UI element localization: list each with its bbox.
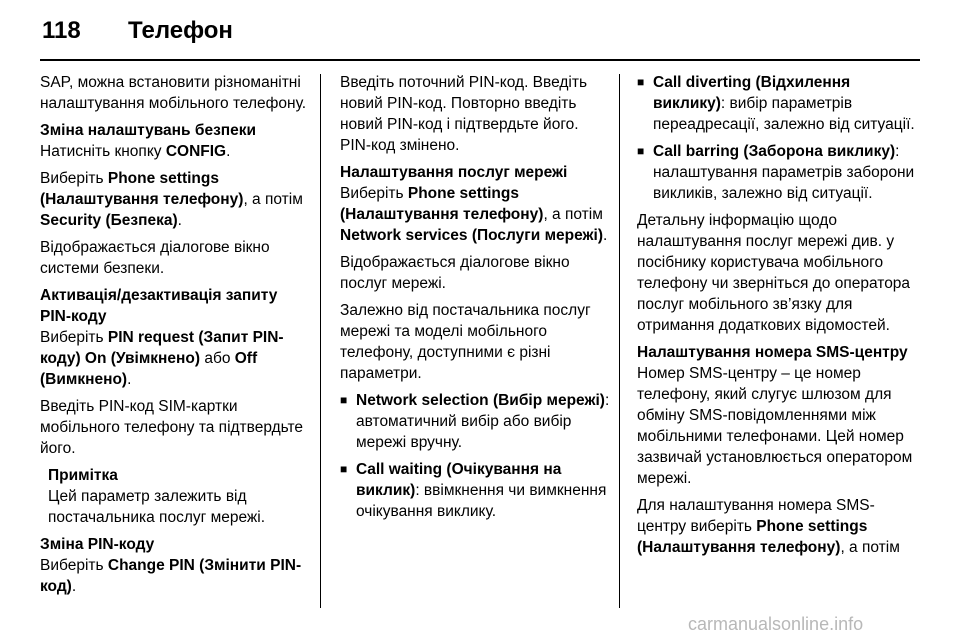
note-text: Цей параметр залежить від постачальника послуг мережі. <box>48 488 266 526</box>
paragraph <box>40 141 312 162</box>
text: : ввімкнення чи вимкнення очікування виклику. <box>356 482 607 520</box>
menu-ref: Phone settings (Налаштування телефону) <box>40 170 244 208</box>
text: : вибір параметрів переадресації, залежно від ситуації. <box>653 95 915 133</box>
paragraph <box>40 327 312 390</box>
menu-ref: Network selection (Вибір мережі) <box>356 392 605 409</box>
config-button-ref: CONFIG <box>165 143 227 160</box>
column-3 <box>637 72 917 564</box>
text: , а потім <box>243 191 303 208</box>
menu-ref: PIN request (Запит PIN-коду) On (Увімкнено) <box>40 329 284 367</box>
menu-ref: Off (Вимкнено) <box>40 350 258 388</box>
text: Виберіть <box>40 170 108 187</box>
section-heading-network-services: Налаштування послуг мережі <box>340 164 568 181</box>
text: Виберіть <box>40 557 108 574</box>
menu-ref: Call diverting (Відхилення виклику) <box>653 74 851 112</box>
text: . <box>71 578 77 595</box>
page-header <box>0 0 960 60</box>
text: , а потім <box>840 539 900 556</box>
paragraph <box>40 555 312 597</box>
bullet-item <box>637 141 917 204</box>
text: Натисніть кнопку <box>40 143 166 160</box>
section-heading-sms-center: Налаштування номера SMS-центру <box>637 344 908 361</box>
watermark: carmanualsonline.info <box>688 614 864 634</box>
bullet-item <box>340 459 610 522</box>
text: . <box>226 143 231 160</box>
text: , а потім <box>543 206 603 223</box>
section-heading-pin-request: Активація/дезактивація запиту PIN-коду <box>40 287 278 325</box>
text: . <box>177 212 182 229</box>
text: . <box>127 371 132 388</box>
column-2 <box>340 72 610 528</box>
menu-ref: Phone settings (Налаштування телефону) <box>340 185 544 223</box>
note-block <box>40 465 312 528</box>
section-heading-security: Зміна налаштувань безпеки <box>40 122 257 139</box>
menu-ref: Security (Безпека) <box>40 212 178 229</box>
text: . <box>603 227 608 244</box>
page-title: Телефон <box>128 17 233 44</box>
text: Виберіть <box>40 329 108 346</box>
menu-ref: Call barring (Заборона виклику) <box>653 143 896 160</box>
section-heading-change-pin: Зміна PIN-коду <box>40 536 155 553</box>
paragraph: Відображається діалогове вікно системи безпеки. <box>40 239 270 277</box>
paragraph: Детальну інформацію щодо налаштування послуг мережі див. у посібнику користувача мобільного телефону чи зверніться до оператора послуг мобільного зв’язку для отримання додаткових відомостей. <box>637 212 911 334</box>
page-number: 118 <box>42 17 81 44</box>
menu-ref: Change PIN (Змінити PIN-код) <box>40 557 302 595</box>
text: Для налаштування номера SMS-центру виберіть <box>637 497 875 535</box>
column-1 <box>40 72 312 603</box>
bullet-item <box>340 390 610 453</box>
note-title: Примітка <box>48 467 118 484</box>
paragraph: Відображається діалогове вікно послуг мережі. <box>340 254 570 292</box>
text: : налаштування параметрів заборони викликів, залежно від ситуації. <box>653 143 915 202</box>
bullet-item <box>637 72 917 135</box>
text: : автоматичний вибір або вибір мережі вручну. <box>356 392 610 451</box>
paragraph: Введіть PIN-код SIM-картки мобільного телефону та підтвердьте його. <box>40 398 304 457</box>
menu-ref: Call waiting (Очікування на виклик) <box>356 461 562 499</box>
column-divider-2 <box>619 74 620 608</box>
paragraph <box>40 168 312 231</box>
paragraph: Номер SMS-центру – це номер телефону, який слугує шлюзом для обміну SMS-повідомленнями між мобільними телефонами. Цей номер зазвичай установлюється оператором мережі. <box>637 365 913 487</box>
paragraph: Залежно від постачальника послуг мережі та моделі мобільного телефону, доступними є різні параметри. <box>340 302 591 382</box>
header-divider <box>40 59 920 61</box>
menu-ref: Network services (Послуги мережі) <box>340 227 603 244</box>
menu-ref: Phone settings (Налаштування телефону) <box>637 518 868 556</box>
paragraph: Введіть поточний PIN-код. Введіть новий PIN-код. Повторно введіть новий PIN-код і підтвердьте його. PIN-код змінено. <box>340 74 588 154</box>
column-divider-1 <box>320 74 321 608</box>
paragraph <box>340 183 610 246</box>
paragraph <box>637 495 917 558</box>
paragraph: SAP, можна встановити різноманітні налаштування мобільного телефону. <box>40 74 307 112</box>
text: або <box>200 350 235 367</box>
text: Виберіть <box>340 185 408 202</box>
